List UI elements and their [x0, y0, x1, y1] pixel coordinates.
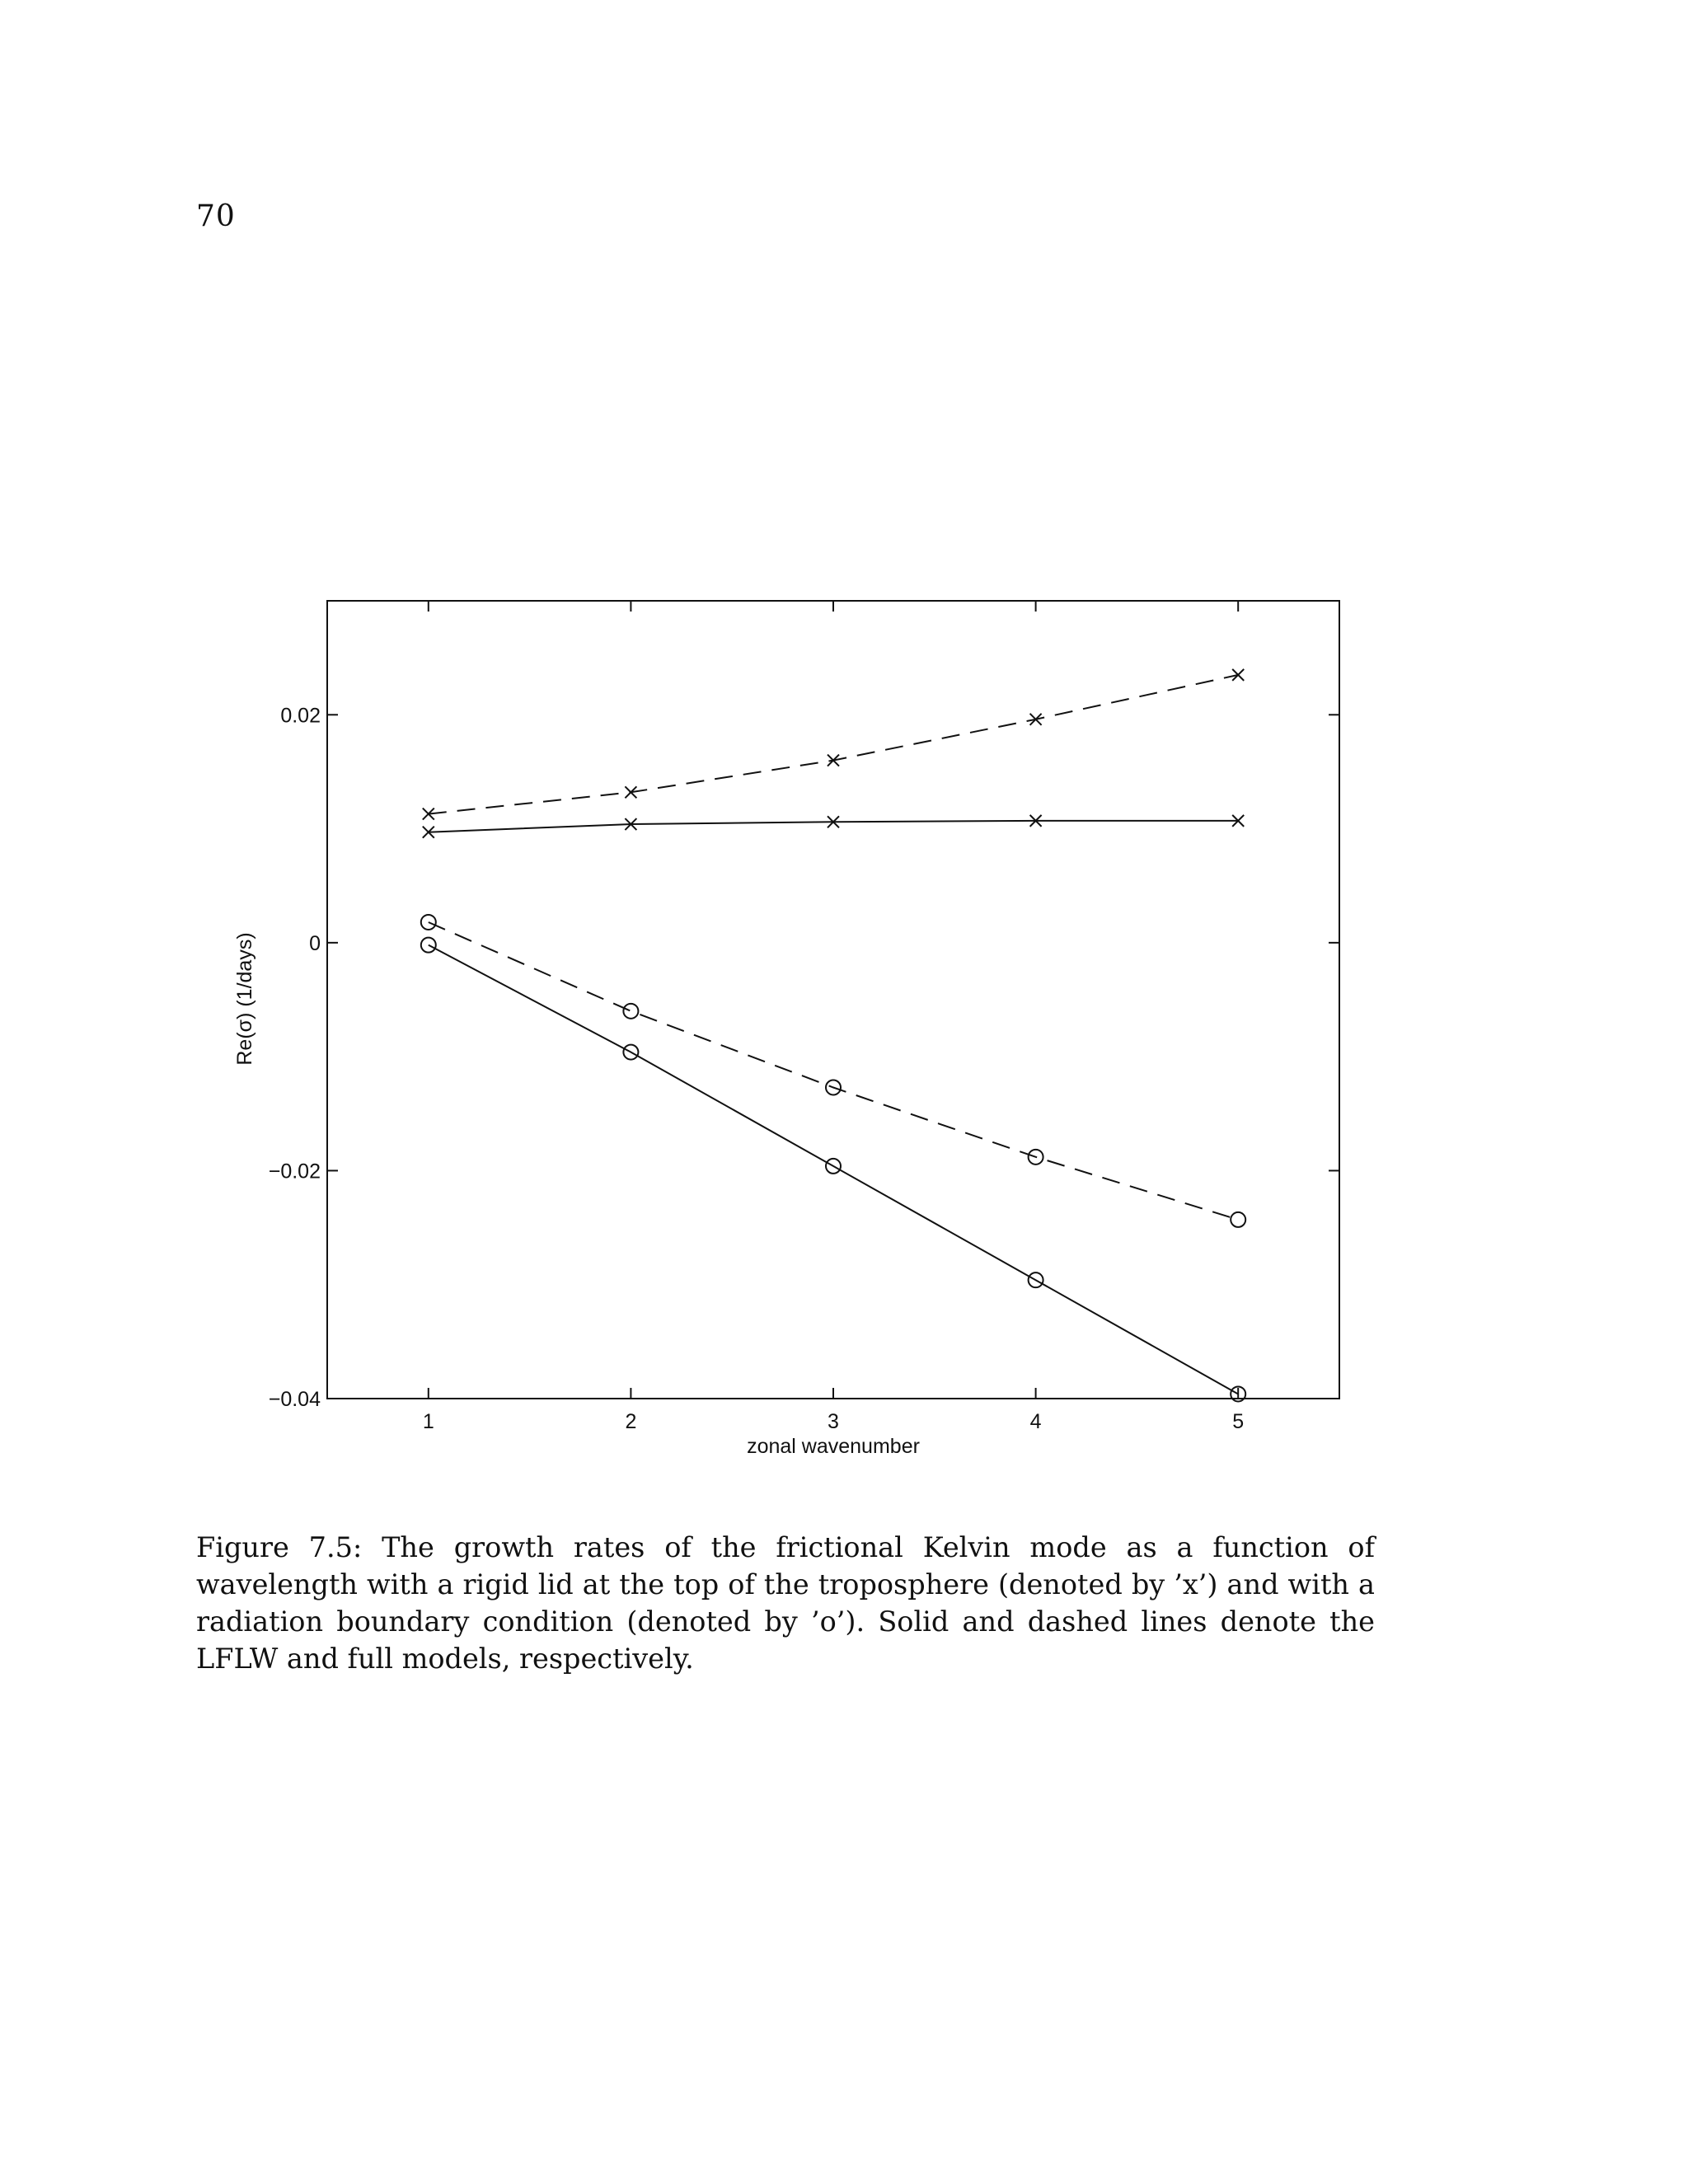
series-layer	[421, 669, 1245, 1402]
circle-marker	[1231, 1212, 1245, 1227]
x-marker	[1232, 669, 1244, 681]
tick-labels	[269, 704, 1244, 1433]
series-line-3	[429, 922, 1238, 1220]
page-number: 70	[196, 199, 236, 233]
circle-marker	[421, 915, 436, 930]
x-tick-label: 1	[422, 1410, 434, 1433]
x-axis-label: zonal wavenumber	[747, 1435, 920, 1458]
figure-caption: Figure 7.5: The growth rates of the frictional Kelvin mode as a function of wavelength with a rigid lid at the top of the troposphere (denoted by ’x’) and with a radiation boundary condition (denoted by ’o’). Solid and dashed lines denote the LFLW and full models, respectively.	[196, 1531, 1375, 1675]
series-line-1	[429, 675, 1238, 814]
y-tick-label: 0	[309, 931, 321, 955]
series-line-4	[429, 945, 1238, 1394]
x-tick-label: 4	[1029, 1410, 1042, 1433]
y-tick-label: −0.04	[268, 1388, 321, 1411]
x-tick-label: 3	[828, 1410, 839, 1433]
y-axis-label: Re(σ) (1/days)	[233, 932, 256, 1066]
y-tick-label: 0.02	[280, 704, 321, 728]
axis-ticks	[327, 601, 1339, 1399]
x-tick-label: 2	[625, 1410, 637, 1433]
x-tick-label: 5	[1232, 1410, 1245, 1433]
y-tick-label: −0.02	[268, 1160, 321, 1183]
plot-frame	[327, 601, 1339, 1399]
circle-marker	[623, 1004, 638, 1019]
